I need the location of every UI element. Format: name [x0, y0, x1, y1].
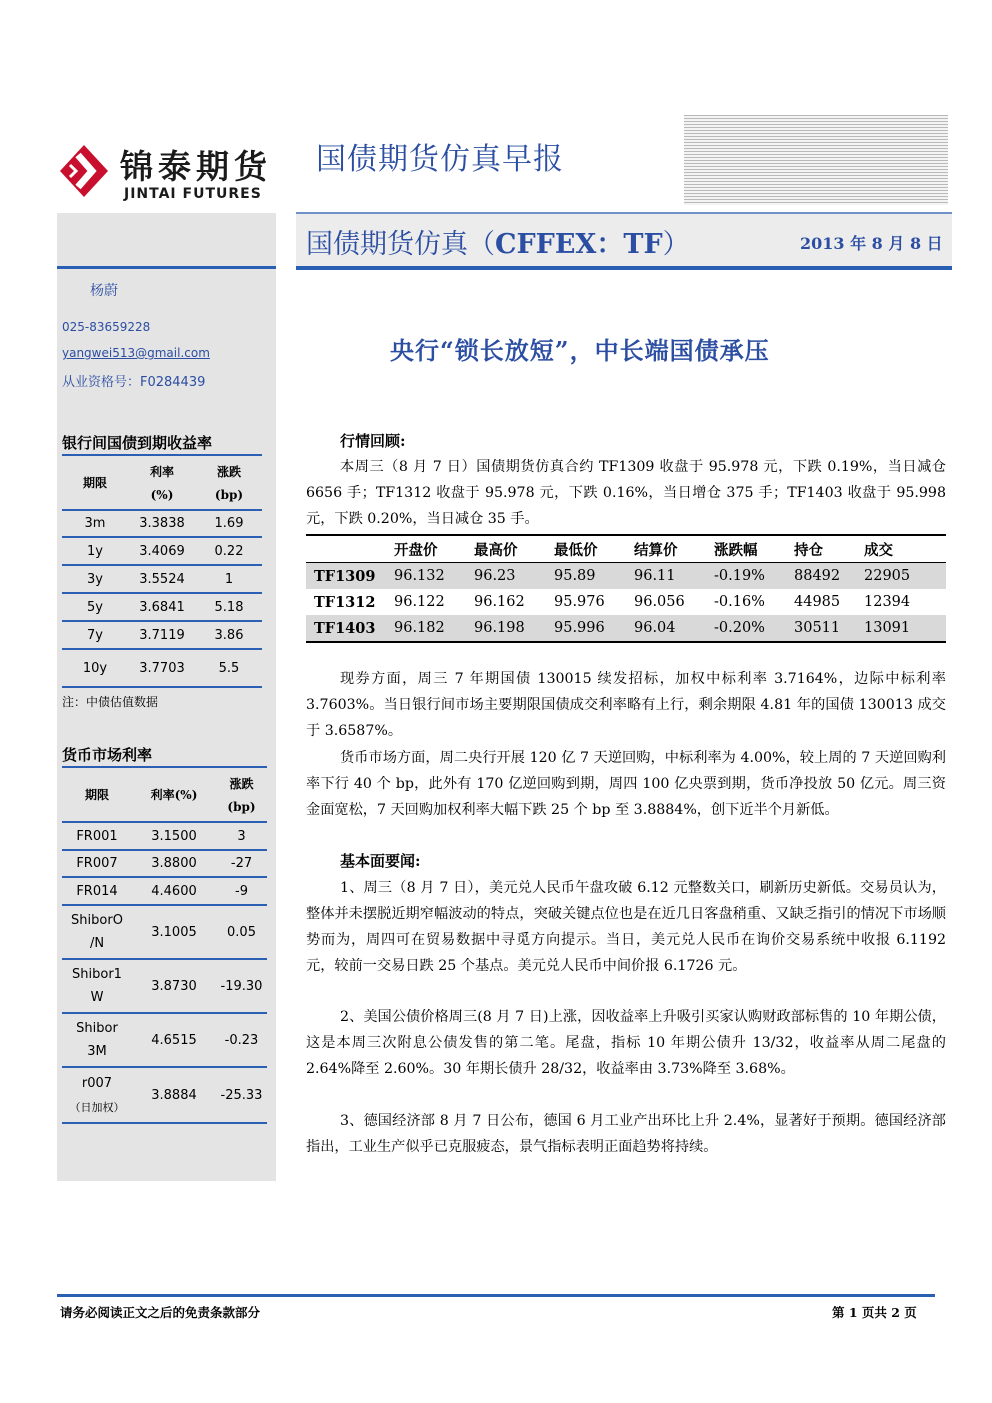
- header-line: (bp): [227, 800, 256, 814]
- column-header: 开盘价: [386, 535, 466, 563]
- table-header-row: [306, 535, 946, 563]
- term-line: r007: [81, 1075, 113, 1091]
- cell-term: 3y: [62, 565, 128, 593]
- spot-paragraph: 现券方面，周三 7 年期国债 130015 续发招标，加权中标利率 3.7164%，边际中标利率 3.7603%。当日银行间市场主要期限国债成交利率略有上行，剩余期限 4.81 年的国债 130013 成交于 3.6587%。: [306, 671, 946, 739]
- term-line: ShiborO: [71, 913, 123, 928]
- cell-change: -9: [216, 877, 267, 905]
- cell-change: 0.22: [196, 537, 262, 565]
- cell-volume: 22905: [856, 563, 946, 590]
- column-header: 持仓: [786, 535, 856, 563]
- cell-open: 96.122: [394, 594, 445, 610]
- cell-term: FR001: [62, 822, 132, 850]
- product-title-end: ）: [662, 229, 690, 260]
- cell-volume: 13091: [856, 615, 946, 642]
- column-header: [128, 456, 196, 510]
- column-header: [196, 456, 262, 510]
- decorative-stripes: [684, 115, 948, 205]
- table-row: [62, 1013, 267, 1067]
- term-line: /N: [89, 936, 105, 951]
- news-item: 1、周三（8 月 7 日），美元兑人民币午盘攻破 6.12 元整数关口，刷新历史新低。交易员认为，整体并未摆脱近期窄幅波动的特点，突破关键点位也是在近几日客盘稍重、又缺乏指引的情况下市场顺势而为，周四可在贸易数据中寻觅方向提示。当日，美元兑人民币在询价交易系统中收报 6.1192 元，较前一交易日跌 25 个基点。美元兑人民币中间价报 6.1726 元。: [306, 880, 946, 974]
- cell-change: -25.33: [216, 1067, 267, 1123]
- table-row: [62, 959, 267, 1013]
- cell-open-interest: 88492: [786, 563, 856, 590]
- cell-open: 96.132: [386, 563, 466, 590]
- cell-term: 7y: [62, 621, 128, 649]
- table-row: [62, 822, 267, 850]
- cell-change: -0.16%: [714, 594, 765, 610]
- cell-rate: 3.5524: [128, 565, 196, 593]
- analyst-name: 杨蔚: [90, 283, 118, 299]
- table-row: [62, 510, 262, 537]
- term-line: （日加权）: [69, 1100, 125, 1114]
- column-header: [306, 535, 386, 563]
- cell-high: 96.198: [466, 615, 546, 642]
- yield-table: [62, 456, 262, 688]
- data-source-note: 注：中债估值数据: [62, 695, 159, 709]
- table-row: [62, 877, 267, 905]
- review-title: 行情回顾:: [340, 432, 406, 450]
- header-line: 涨跌: [216, 465, 241, 479]
- table-header-row: [62, 456, 262, 510]
- column-header: 结算价: [626, 535, 706, 563]
- cell-change: -19.30: [216, 959, 267, 1013]
- yield-section-title: 银行间国债到期收益率: [62, 434, 213, 452]
- column-header: 最高价: [466, 535, 546, 563]
- cell-rate: 3.3838: [128, 510, 196, 537]
- cell-contract: TF1312: [314, 593, 376, 611]
- cell-rate: 3.8730: [132, 959, 216, 1013]
- table-row: [62, 1067, 267, 1123]
- cell-change: 5.5: [196, 649, 262, 687]
- header-divider: [296, 266, 952, 270]
- cell-low: 95.89: [546, 563, 626, 590]
- cell-open-interest: 30511: [786, 615, 856, 642]
- cell-change: 1: [196, 565, 262, 593]
- cell-term: [62, 1013, 132, 1067]
- analyst-phone: 025-83659228: [62, 320, 151, 334]
- cell-change: 0.05: [216, 905, 267, 959]
- cell-rate: 3.7703: [128, 649, 196, 687]
- cell-contract: TF1403: [306, 615, 386, 642]
- cell-change: 3.86: [196, 621, 262, 649]
- cell-settle: 96.056: [634, 594, 685, 610]
- footer-disclaimer: 请务必阅读正文之后的免责条款部分: [60, 1305, 261, 1320]
- cell-high: 96.23: [466, 563, 546, 590]
- cell-term: FR007: [62, 850, 132, 877]
- review-paragraph: 本周三（8 月 7 日）国债期货仿真合约 TF1309 收盘于 95.978 元，下跌 0.19%，当日减仓 6656 手；TF1312 收盘于 95.978 元，下跌 0.16%，当日增仓 375 手；TF1403 收盘于 95.998 元，下跌 0.20%，当日减仓 35 手。: [306, 459, 946, 527]
- headline: 央行“锁长放短”，中长端国债承压: [390, 336, 770, 365]
- sidebar-divider: [57, 266, 276, 269]
- cell-change: -0.23: [216, 1013, 267, 1067]
- header-line: 涨跌: [229, 777, 254, 791]
- cell-volume: 12394: [864, 594, 911, 610]
- term-line: 3M: [87, 1044, 107, 1059]
- cell-rate: 3.1005: [132, 905, 216, 959]
- cell-low: 95.976: [554, 594, 605, 610]
- term-line: Shibor1: [72, 967, 122, 982]
- cell-term: [62, 959, 132, 1013]
- column-header: [216, 768, 267, 822]
- column-header: 期限: [62, 456, 128, 510]
- money-market-table: [62, 768, 267, 1124]
- cell-term: FR014: [62, 877, 132, 905]
- analyst-license: 从业资格号：F0284439: [62, 375, 206, 390]
- cell-change: -27: [216, 850, 267, 877]
- column-header: 利率(%): [132, 768, 216, 822]
- cell-rate: 3.1500: [132, 822, 216, 850]
- money-market-paragraph: 货币市场方面，周二央行开展 120 亿 7 天逆回购，中标利率为 4.00%，较上周的 7 天逆回购利率下行 40 个 bp，此外有 170 亿逆回购到期，周四 100 亿央票到期，货币净投放 50 亿元。周三资金面宽松，7 天回购加权利率大幅下跌 25 个 bp 至 3.8884%，创下近半个月新低。: [306, 750, 946, 818]
- cell-change: 3: [216, 822, 267, 850]
- table-row: [62, 537, 262, 565]
- report-date: 2013 年 8 月 8 日: [800, 234, 943, 253]
- header-line: (bp): [214, 488, 244, 502]
- cell-settle: 96.11: [626, 563, 706, 590]
- table-row: [306, 615, 946, 642]
- header-line: 利率: [149, 465, 174, 479]
- cell-change: -0.20%: [706, 615, 786, 642]
- page-number: 第 1 页共 2 页: [832, 1305, 917, 1320]
- brand-name-cn: 锦泰期货: [120, 147, 272, 186]
- header-line: (%): [150, 488, 174, 502]
- cell-change: 1.69: [196, 510, 262, 537]
- table-row: [306, 589, 946, 615]
- money-section-title: 货币市场利率: [62, 746, 153, 764]
- cell-rate: 3.6841: [128, 593, 196, 621]
- table-row: [62, 905, 267, 959]
- cell-term: 1y: [62, 537, 128, 565]
- logo-icon: [58, 143, 110, 199]
- cell-rate: 3.7119: [128, 621, 196, 649]
- term-line: W: [90, 990, 104, 1005]
- cell-rate: 4.4600: [132, 877, 216, 905]
- cell-change: 5.18: [196, 593, 262, 621]
- analyst-email-link[interactable]: yangwei513@gmail.com: [62, 346, 210, 360]
- term-line: Shibor: [76, 1021, 118, 1036]
- fundamental-title: 基本面要闻:: [340, 852, 421, 870]
- product-title: [306, 222, 690, 261]
- news-item: 3、德国经济部 8 月 7 日公布，德国 6 月工业产出环比上升 2.4%，显著好于预期。德国经济部指出，工业生产似乎已克服疲态，景气指标表明正面趋势将持续。: [306, 1113, 946, 1155]
- cell-term: 5y: [62, 593, 128, 621]
- news-item: 2、美国公债价格周三(8 月 7 日)上涨，因收益率上升吸引买家认购财政部标售的 10 年期公债，这是本周三次附息公债发售的第二笔。尾盘，指标 10 年期公债升 13/32，收益率从周二尾盘的 2.64%降至 2.60%。30 年期长债升 28/32，收益率由 3.73%降至 3.68%。: [306, 1009, 946, 1077]
- column-header: 成交: [856, 535, 946, 563]
- cell-settle: 96.04: [626, 615, 706, 642]
- table-row: [62, 649, 262, 687]
- column-header: 期限: [62, 768, 132, 822]
- footer-divider: [57, 1294, 935, 1297]
- cell-term: [62, 1067, 132, 1123]
- product-title-code: CFFEX：TF: [495, 229, 663, 260]
- table-row: [62, 593, 262, 621]
- table-header-row: [62, 768, 267, 822]
- cell-low: 95.996: [546, 615, 626, 642]
- report-title: 国债期货仿真早报: [316, 142, 564, 177]
- cell-change: -0.19%: [706, 563, 786, 590]
- brand-name-en: JINTAI FUTURES: [124, 186, 262, 202]
- cell-term: 3m: [62, 510, 128, 537]
- cell-rate: 3.4069: [128, 537, 196, 565]
- cell-high: 96.162: [474, 594, 525, 610]
- futures-table: [306, 534, 946, 643]
- cell-rate: 3.8884: [132, 1067, 216, 1123]
- cell-rate: 3.8800: [132, 850, 216, 877]
- cell-term: [62, 905, 132, 959]
- cell-contract: TF1309: [306, 563, 386, 590]
- table-row: [62, 621, 262, 649]
- cell-rate: 4.6515: [132, 1013, 216, 1067]
- table-row: [306, 563, 946, 590]
- table-row: [62, 565, 262, 593]
- table-row: [62, 850, 267, 877]
- cell-open-interest: 44985: [794, 594, 841, 610]
- cell-open: 96.182: [386, 615, 466, 642]
- column-header: 涨跌幅: [706, 535, 786, 563]
- column-header: 最低价: [546, 535, 626, 563]
- product-title-cn: 国债期货仿真（: [306, 229, 495, 260]
- cell-term: 10y: [62, 649, 128, 687]
